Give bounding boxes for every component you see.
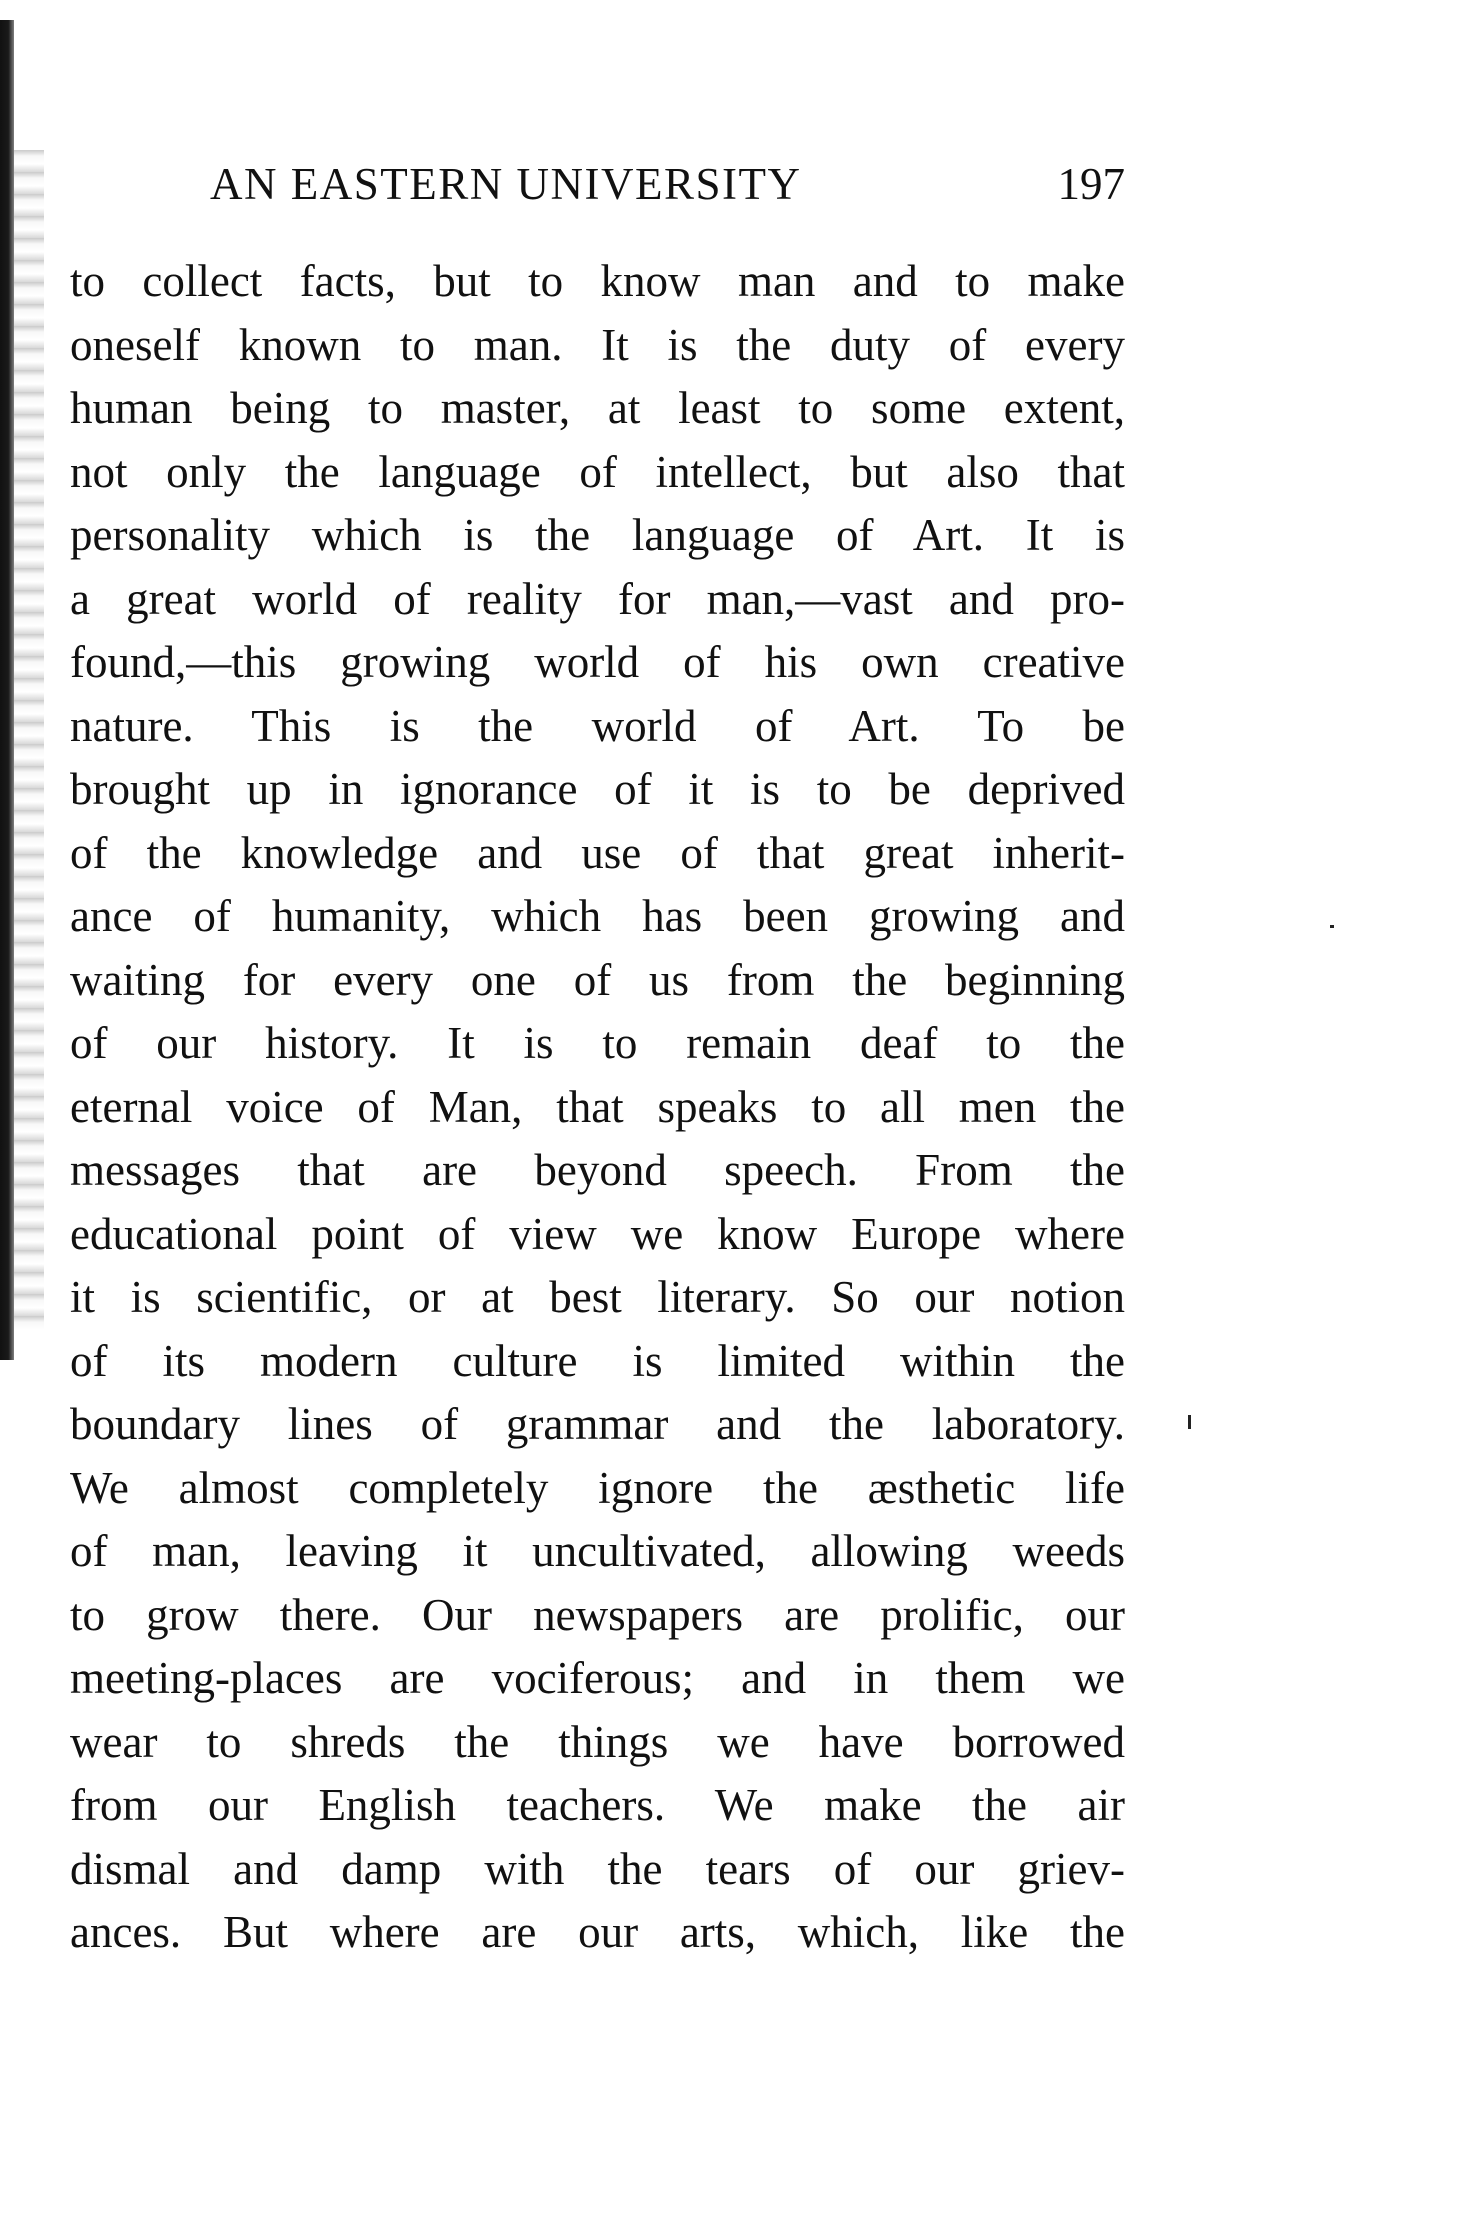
text-line: to grow there. Our newspapers are prolific, our — [70, 1589, 1125, 1640]
text-line: to collect facts, but to know man and to make — [70, 256, 1125, 306]
text-line: meeting-places are vociferous; and in them we — [70, 1653, 1125, 1703]
text-line: ances. But where are our arts, which, like the — [70, 1907, 1125, 1957]
text-line: waiting for every one of us from the beginning — [70, 954, 1125, 1005]
running-head: AN EASTERN UNIVERSITY — [210, 159, 802, 209]
text-line: it is scientific, or at best literary. So our notion — [70, 1272, 1125, 1322]
text-line: of its modern culture is limited within the — [70, 1335, 1125, 1386]
text-line: of the knowledge and use of that great inherit- — [70, 827, 1125, 878]
text-line: We almost completely ignore the æsthetic life — [70, 1462, 1125, 1513]
text-line: ance of humanity, which has been growing and — [70, 891, 1125, 941]
text-line: eternal voice of Man, that speaks to all men the — [70, 1081, 1125, 1132]
scan-speckle — [14, 150, 44, 1330]
text-line: messages that are beyond speech. From the — [70, 1145, 1125, 1195]
page-number: 197 — [1057, 159, 1125, 209]
text-line: not only the language of intellect, but also that — [70, 446, 1125, 497]
text-line: nature. This is the world of Art. To be — [70, 700, 1125, 751]
text-line: educational point of view we know Europe where — [70, 1208, 1125, 1259]
scan-mark — [1330, 925, 1334, 928]
text-line: wear to shreds the things we have borrowed — [70, 1716, 1125, 1767]
text-line: brought up in ignorance of it is to be deprived — [70, 764, 1125, 814]
text-line: from our English teachers. We make the air — [70, 1780, 1125, 1830]
text-line: of our history. It is to remain deaf to the — [70, 1018, 1125, 1068]
text-line: dismal and damp with the tears of our griev- — [70, 1843, 1125, 1894]
binding-shadow — [0, 20, 14, 1360]
text-line: found,—this growing world of his own creative — [70, 637, 1125, 687]
text-line: boundary lines of grammar and the laboratory. — [70, 1399, 1125, 1449]
text-line: personality which is the language of Art. It is — [70, 510, 1125, 560]
body-text — [70, 250, 1125, 1965]
scan-mark — [1188, 1415, 1191, 1429]
text-line: a great world of reality for man,—vast and pro- — [70, 573, 1125, 624]
text-line: oneself known to man. It is the duty of every — [70, 319, 1125, 370]
text-line: human being to master, at least to some extent, — [70, 383, 1125, 433]
text-line: of man, leaving it uncultivated, allowing weeds — [70, 1526, 1125, 1576]
page-header — [210, 158, 1125, 218]
